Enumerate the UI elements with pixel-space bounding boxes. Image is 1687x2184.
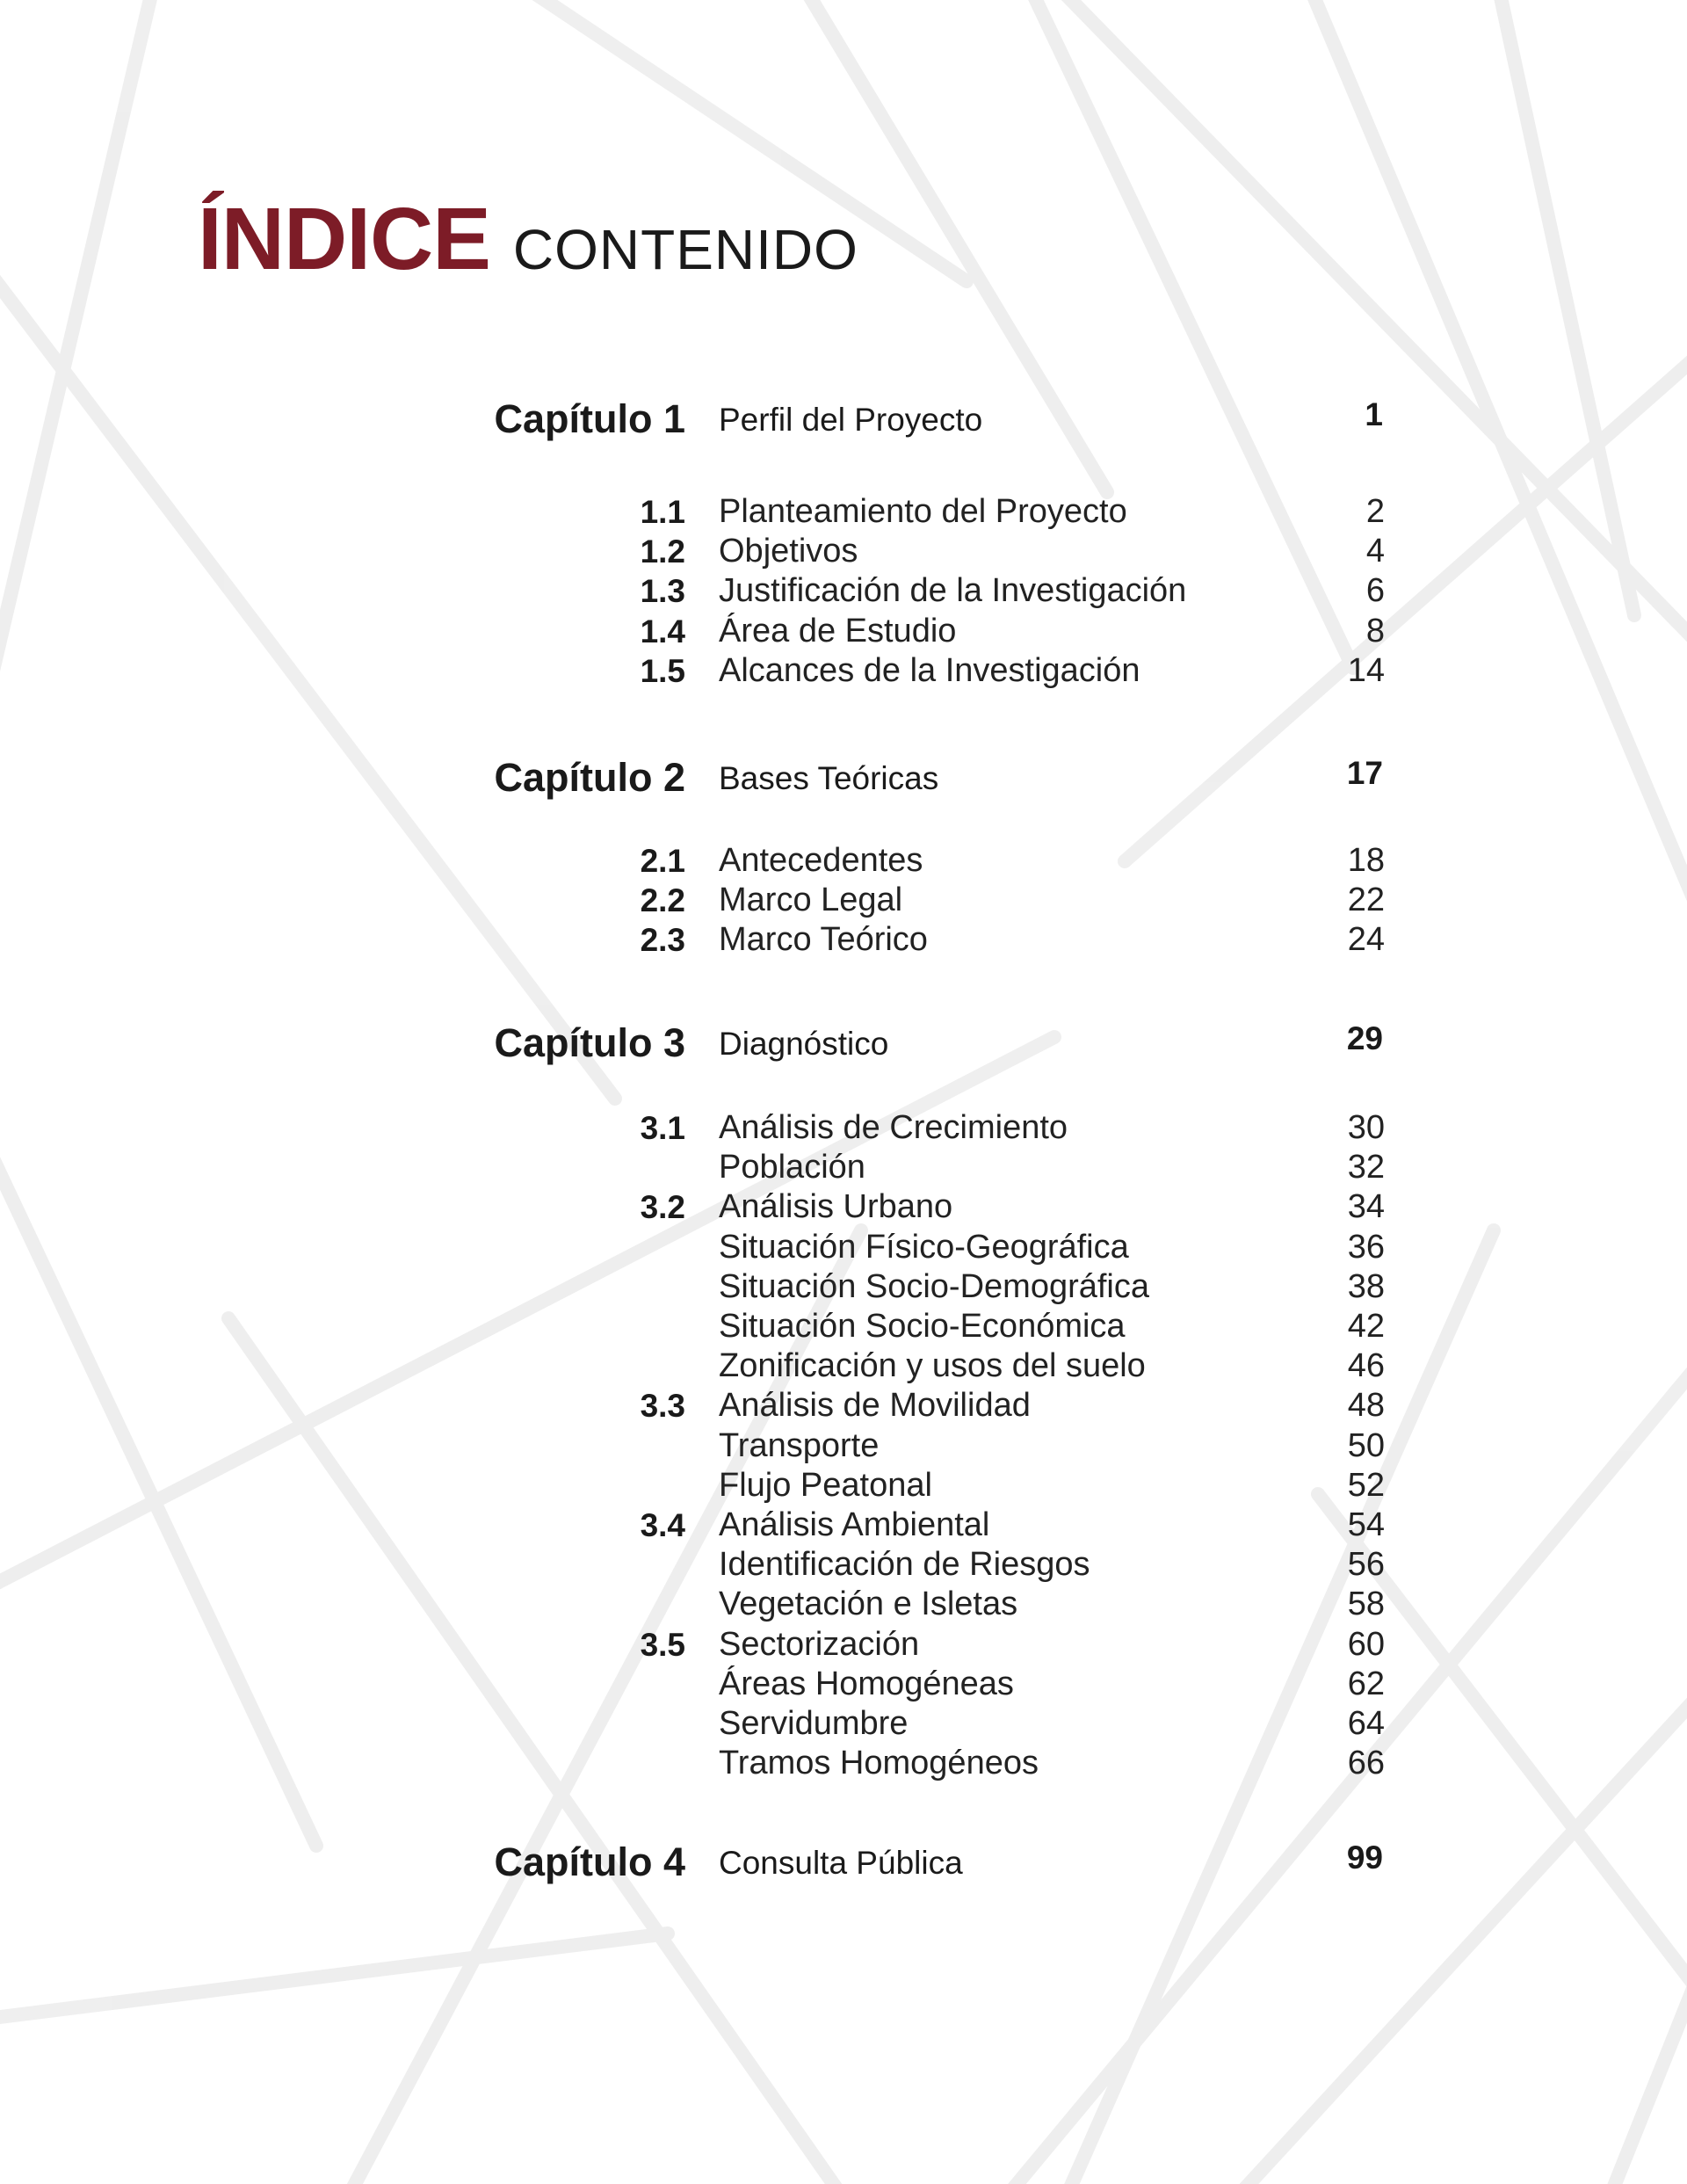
section-page-number: 18 xyxy=(1347,842,1385,879)
section-page-number: 34 xyxy=(1347,1188,1385,1226)
section-title: Análisis Urbano xyxy=(719,1188,953,1226)
section-row[interactable] xyxy=(0,1623,1687,1667)
chapter-label: Capítulo 3 xyxy=(494,1020,685,1065)
section-title: Marco Teórico xyxy=(719,921,928,959)
section-page-number: 56 xyxy=(1347,1546,1385,1584)
section-title: Justificación de la Investigación xyxy=(719,572,1187,610)
chapter-label: Capítulo 4 xyxy=(494,1839,685,1884)
section-page-number: 52 xyxy=(1347,1466,1385,1504)
section-page-number: 48 xyxy=(1347,1387,1385,1425)
section-title: Área de Estudio xyxy=(719,612,957,649)
section-row[interactable] xyxy=(0,1226,1687,1270)
section-title: Población xyxy=(719,1149,865,1186)
section-row[interactable] xyxy=(0,1305,1687,1349)
section-number: 2.1 xyxy=(640,843,685,879)
section-row[interactable] xyxy=(0,1702,1687,1746)
section-title: Planteamiento del Proyecto xyxy=(719,493,1127,530)
section-page-number: 14 xyxy=(1347,651,1385,689)
section-page-number: 8 xyxy=(1365,612,1385,649)
section-page-number: 2 xyxy=(1365,493,1385,530)
section-page-number: 42 xyxy=(1347,1308,1385,1345)
section-row[interactable] xyxy=(0,1464,1687,1508)
chapter-page-number: 29 xyxy=(1346,1020,1383,1056)
chapter-label: Capítulo 1 xyxy=(494,396,685,441)
section-number: 2.2 xyxy=(640,882,685,919)
chapter-page-number: 17 xyxy=(1346,755,1383,791)
section-row[interactable] xyxy=(0,1663,1687,1707)
section-page-number: 50 xyxy=(1347,1426,1385,1464)
chapter-title: Consulta Pública xyxy=(719,1845,963,1881)
section-row[interactable] xyxy=(0,1742,1687,1786)
chapter-page-number: 1 xyxy=(1365,396,1383,432)
chapter-page-number: 99 xyxy=(1346,1839,1383,1876)
section-row[interactable] xyxy=(0,530,1687,574)
section-title: Zonificación y usos del suelo xyxy=(719,1347,1146,1385)
section-number: 3.3 xyxy=(640,1388,685,1425)
section-number: 1.2 xyxy=(640,533,685,570)
section-number: 1.3 xyxy=(640,573,685,610)
section-title: Sectorización xyxy=(719,1625,920,1663)
section-row[interactable] xyxy=(0,1146,1687,1190)
section-row[interactable] xyxy=(0,570,1687,613)
section-number: 3.1 xyxy=(640,1110,685,1146)
section-page-number: 24 xyxy=(1347,921,1385,959)
section-title: Análisis Ambiental xyxy=(719,1506,990,1543)
section-row[interactable] xyxy=(0,839,1687,883)
page-subtitle: CONTENIDO xyxy=(512,218,858,281)
section-page-number: 64 xyxy=(1347,1705,1385,1742)
section-title: Objetivos xyxy=(719,533,858,570)
section-page-number: 6 xyxy=(1365,572,1385,610)
section-title: Tramos Homogéneos xyxy=(719,1745,1039,1782)
section-row[interactable] xyxy=(0,1384,1687,1428)
section-title: Análisis de Crecimiento xyxy=(719,1109,1068,1146)
section-title: Transporte xyxy=(719,1426,880,1464)
chapter-row[interactable] xyxy=(0,1015,1687,1066)
section-row[interactable] xyxy=(0,610,1687,654)
chapter-title: Diagnóstico xyxy=(719,1026,889,1062)
chapter-row[interactable] xyxy=(0,750,1687,801)
section-number: 3.4 xyxy=(640,1507,685,1543)
section-title: Flujo Peatonal xyxy=(719,1466,932,1504)
section-row[interactable] xyxy=(0,1425,1687,1469)
section-title: Vegetación e Isletas xyxy=(719,1585,1018,1623)
section-title: Identificación de Riesgos xyxy=(719,1546,1090,1584)
section-row[interactable] xyxy=(0,1543,1687,1587)
section-row[interactable] xyxy=(0,649,1687,693)
section-page-number: 62 xyxy=(1347,1665,1385,1702)
section-row[interactable] xyxy=(0,1107,1687,1150)
section-page-number: 46 xyxy=(1347,1347,1385,1385)
section-page-number: 66 xyxy=(1347,1745,1385,1782)
chapter-row[interactable] xyxy=(0,391,1687,442)
section-title: Alcances de la Investigación xyxy=(719,651,1140,689)
page-header xyxy=(198,189,858,290)
section-row[interactable] xyxy=(0,1266,1687,1310)
section-number: 3.5 xyxy=(640,1626,685,1663)
section-page-number: 58 xyxy=(1347,1585,1385,1623)
section-page-number: 60 xyxy=(1347,1625,1385,1663)
section-page-number: 30 xyxy=(1347,1109,1385,1146)
section-row[interactable] xyxy=(0,1504,1687,1548)
section-row[interactable] xyxy=(0,1186,1687,1230)
section-title: Análisis de Movilidad xyxy=(719,1387,1031,1425)
section-row[interactable] xyxy=(0,918,1687,962)
section-page-number: 54 xyxy=(1347,1506,1385,1543)
section-page-number: 32 xyxy=(1347,1149,1385,1186)
section-title: Servidumbre xyxy=(719,1705,909,1742)
section-number: 2.3 xyxy=(640,922,685,959)
section-row[interactable] xyxy=(0,1345,1687,1389)
section-number: 3.2 xyxy=(640,1189,685,1226)
section-page-number: 38 xyxy=(1347,1267,1385,1305)
page-title: ÍNDICE xyxy=(198,190,490,288)
section-page-number: 4 xyxy=(1365,533,1385,570)
section-row[interactable] xyxy=(0,1583,1687,1627)
section-title: Situación Socio-Demográfica xyxy=(719,1267,1150,1305)
section-row[interactable] xyxy=(0,490,1687,534)
section-title: Marco Legal xyxy=(719,882,903,919)
section-title: Áreas Homogéneas xyxy=(719,1665,1014,1702)
chapter-row[interactable] xyxy=(0,1834,1687,1885)
section-number: 1.1 xyxy=(640,494,685,530)
section-number: 1.4 xyxy=(640,613,685,649)
section-row[interactable] xyxy=(0,879,1687,923)
chapter-title: Bases Teóricas xyxy=(719,760,939,796)
section-number: 1.5 xyxy=(640,652,685,689)
section-title: Situación Socio-Económica xyxy=(719,1308,1126,1345)
section-title: Situación Físico-Geográfica xyxy=(719,1228,1129,1266)
section-title: Antecedentes xyxy=(719,842,923,879)
section-page-number: 36 xyxy=(1347,1228,1385,1266)
chapter-title: Perfil del Proyecto xyxy=(719,402,983,438)
chapter-label: Capítulo 2 xyxy=(494,755,685,800)
section-page-number: 22 xyxy=(1347,882,1385,919)
